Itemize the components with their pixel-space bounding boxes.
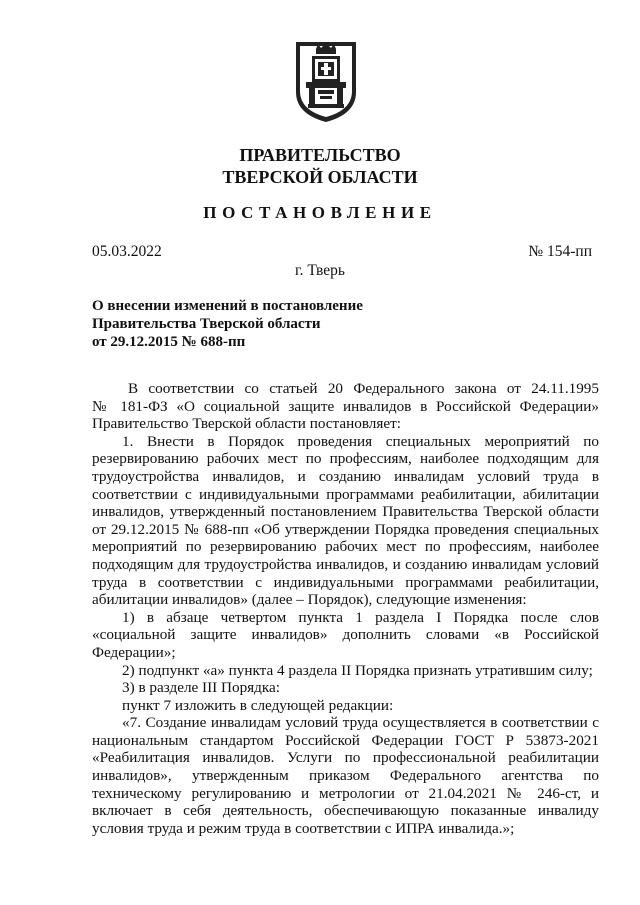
body-line: 1. Внести в Порядок проведения специальных мероприятий по bbox=[122, 432, 599, 450]
body-line: включает в себя деятельность, обеспечивающую показанные инвалиду bbox=[92, 802, 599, 820]
body-line: подходящим для трудоустройства инвалидов, и созданию инвалидам условий bbox=[92, 555, 599, 573]
body-line: абилитации инвалидов» (далее – Порядок), следующие изменения: bbox=[92, 591, 527, 609]
body-line: 2) подпункт «а» пункта 4 раздела II Порядка признать утратившим силу; bbox=[122, 661, 593, 679]
subject-line: О внесении изменений в постановление bbox=[92, 298, 363, 314]
body-line: 1) в абзаце четвертом пункта 1 раздела I Порядка после слов bbox=[122, 608, 599, 626]
document-date: 05.03.2022 bbox=[92, 243, 162, 260]
document-subject bbox=[92, 297, 363, 351]
subject-line: Правительства Тверской области bbox=[92, 316, 321, 332]
body-line: Правительство Тверской области постановляет: bbox=[92, 415, 401, 433]
organization-name-line2: ТВЕРСКОЙ ОБЛАСТИ bbox=[222, 167, 418, 187]
body-line: Федерации»; bbox=[92, 643, 176, 661]
body-line: соответствии с индивидуальными программами реабилитации, абилитации bbox=[92, 485, 599, 503]
body-line: техническому регулированию и метрологии от 21.04.2021 № 246-ст, и bbox=[92, 784, 599, 802]
body-line: В соответствии со статьей 20 Федерального закона от 24.11.1995 bbox=[128, 380, 599, 397]
body-line: инвалидов», утвержденным приказом Федерального агентства по bbox=[92, 767, 599, 785]
body-line: национальным стандартом Российской Федерации ГОСТ Р 53873-2021 bbox=[92, 731, 599, 749]
body-line: трудоустройства инвалидов, и созданию инвалидам условий труда в bbox=[92, 467, 599, 485]
document-body bbox=[92, 380, 599, 837]
body-line: «Реабилитация инвалидов. Услуги по профессиональной реабилитации bbox=[92, 749, 599, 767]
document-city: г. Тверь bbox=[295, 262, 345, 279]
body-line: условия труда и режим труда в соответствии с ИПРА инвалида.»; bbox=[92, 819, 515, 837]
tver-coat-of-arms-icon bbox=[294, 40, 358, 124]
body-line: пункт 7 изложить в следующей редакции: bbox=[122, 696, 394, 714]
organization-name-line1: ПРАВИТЕЛЬСТВО bbox=[239, 145, 401, 165]
body-line: мероприятий по резервированию рабочих мест по профессиям, наиболее bbox=[92, 538, 599, 556]
document-number: № 154-пп bbox=[528, 243, 592, 260]
body-line: труда в соответствии с индивидуальными программами реабилитации, bbox=[92, 573, 599, 591]
body-line: от 29.12.2015 № 688-пп «Об утверждении Порядка проведения специальных bbox=[92, 520, 599, 538]
body-line: 3) в разделе III Порядка: bbox=[122, 679, 281, 697]
body-line: «социальной защите инвалидов» дополнить словами «в Российской bbox=[92, 626, 599, 644]
document-type-title: ПОСТАНОВЛЕНИЕ bbox=[203, 203, 437, 222]
body-line: № 181-ФЗ «О социальной защите инвалидов в Российской Федерации» bbox=[92, 397, 599, 415]
body-line: резервированию рабочих мест по профессиям, наиболее подходящим для bbox=[92, 450, 599, 468]
subject-line: от 29.12.2015 № 688-пп bbox=[92, 334, 246, 350]
body-line: инвалидов, утвержденный постановлением Правительства Тверской области bbox=[92, 503, 599, 521]
body-line: «7. Создание инвалидам условий труда осуществляется в соответствии с bbox=[122, 714, 599, 732]
